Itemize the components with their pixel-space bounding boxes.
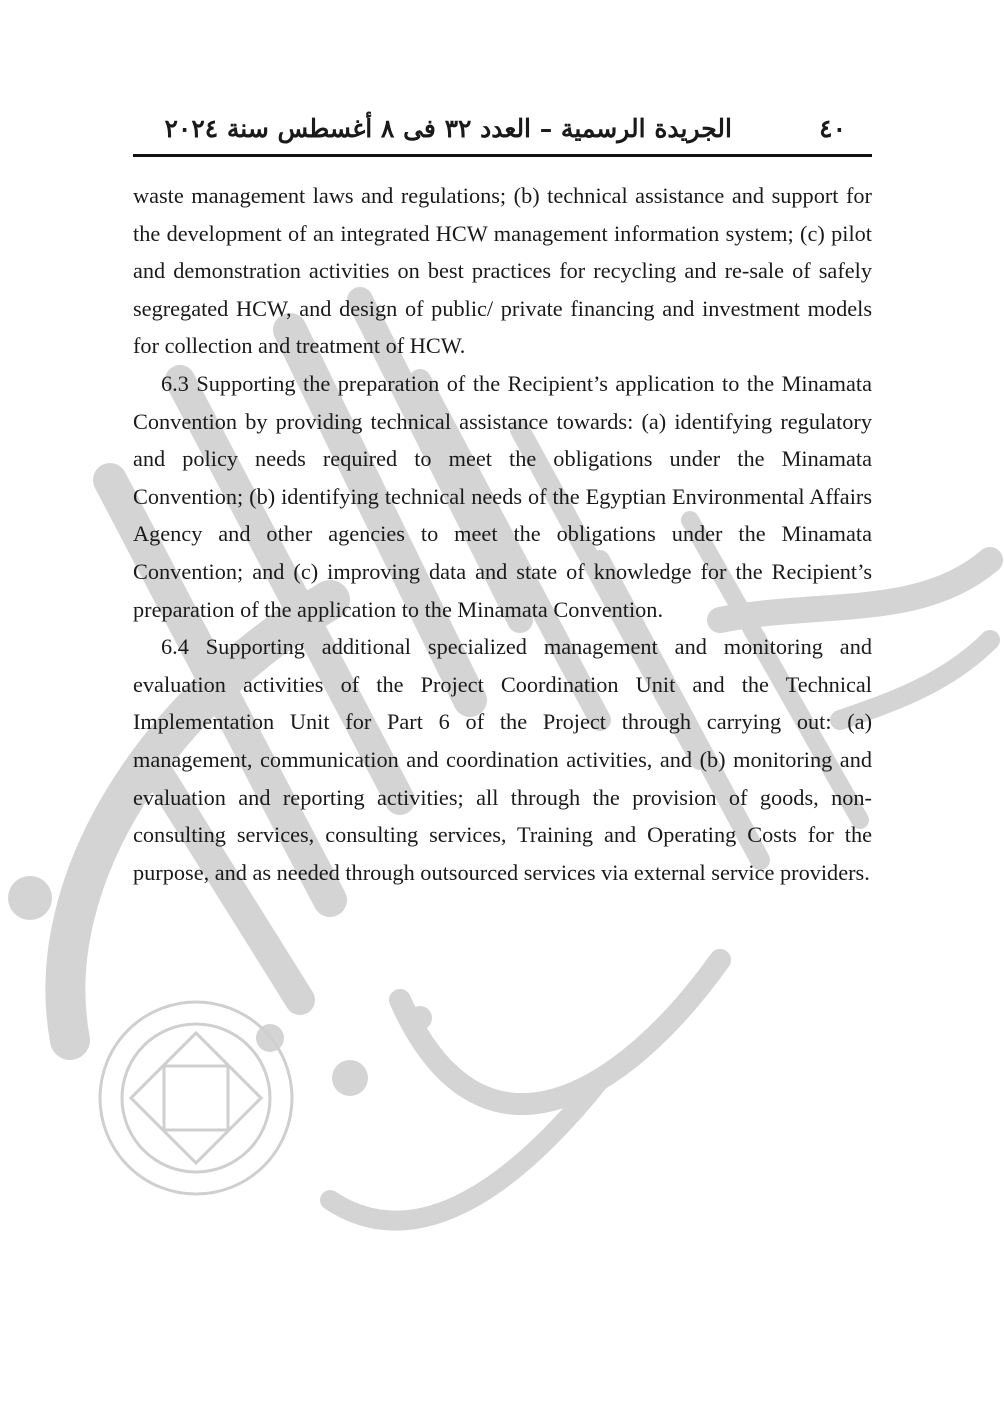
header-rule (133, 154, 872, 157)
seal-emblem (100, 1002, 292, 1194)
gazette-title: الجريدة الرسمية – العدد ٣٢ فى ٨ أغسطس سنة ٢٠٢٤ (164, 114, 732, 143)
page-header (133, 112, 872, 148)
document-body (133, 177, 872, 891)
paragraph-6-4: 6.4 Supporting additional specialized management and monitoring and evaluation activities of the Project Coordination Unit and the Technical Implementation Unit for Part 6 of the Project through carrying out: (a) management, communication and coordination activities, and (b) monitoring and evaluation and reporting activities; all through the provision of goods, non-consulting services, consulting services, Training and Operating Costs for the purpose, and as needed through outsourced services via external service providers. (133, 634, 872, 885)
paragraph-6-3: 6.3 Supporting the preparation of the Recipient’s application to the Minamata Convention by providing technical assistance towards: (a) identifying regulatory and policy needs required to meet the obligations under the Minamata Convention; (b) identifying technical needs of the Egyptian Environmental Affairs Agency and other agencies to meet the obligations under the Minamata Convention; and (c) improving data and state of knowledge for the Recipient’s preparation of the application to the Minamata Convention. (133, 370, 872, 622)
page-number: ٤٠ (819, 114, 846, 143)
paragraph-continuation: waste management laws and regulations; (b) technical assistance and support for the development of an integrated HCW management information system; (c) pilot and demonstration activities on best practices for recycling and re-sale of safely segregated HCW, and design of public/ private financing and investment models for collection and treatment of HCW. (133, 183, 872, 359)
